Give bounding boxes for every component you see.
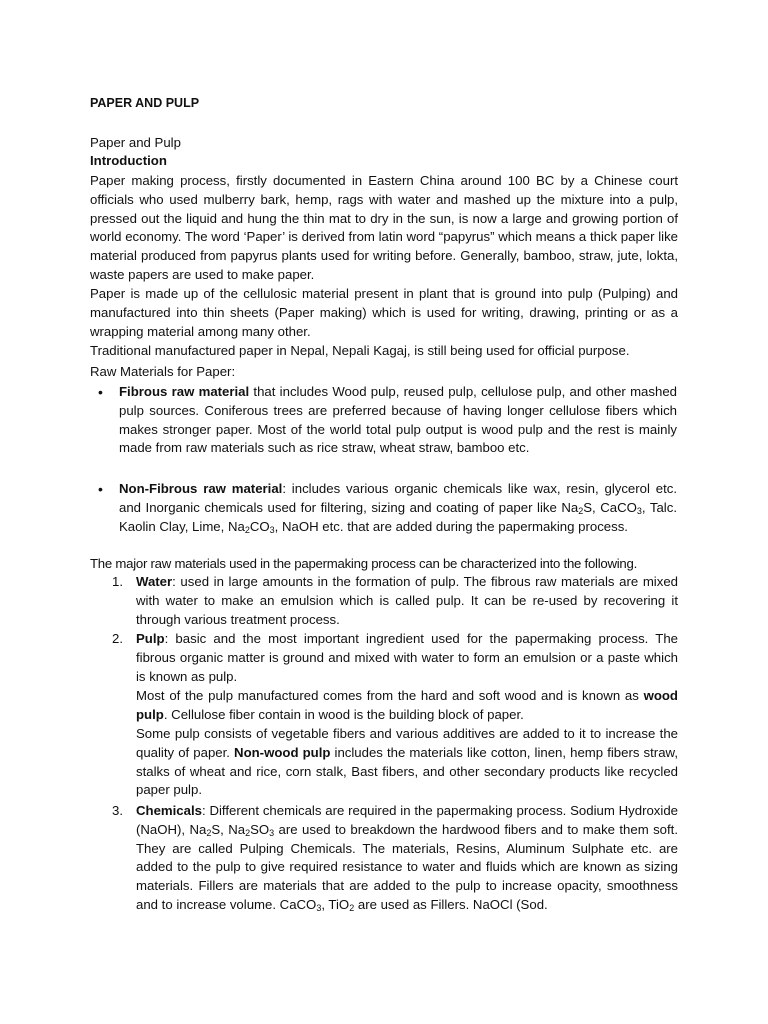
subscript: 2	[245, 827, 251, 838]
subscript: 2	[244, 524, 250, 535]
subscript: 3	[316, 902, 322, 913]
list-item-chemicals	[136, 802, 678, 915]
list-number: 1.	[112, 574, 123, 589]
bullet-term: Non-Fibrous raw material	[119, 481, 283, 496]
item-text: , TiO	[321, 896, 350, 912]
subtitle: Paper and Pulp	[90, 135, 181, 150]
subscript: 3	[269, 827, 275, 838]
item-term: Pulp	[136, 631, 165, 646]
bullet-marker: •	[98, 384, 103, 400]
bullet-text: CO	[249, 518, 270, 534]
bullet-text: , NaOH etc. that are added during the papermaking process.	[274, 518, 628, 534]
bullet-non-fibrous	[119, 480, 677, 536]
pulp-paragraph-3	[136, 725, 678, 800]
item-text: : Different chemicals are required in the papermaking process. Sodium Hydroxide (NaOH), Na	[136, 803, 678, 837]
introduction-heading: Introduction	[90, 153, 167, 168]
bullet-marker: •	[98, 481, 103, 497]
bullet-text: that includes Wood pulp, reused pulp, cellulose pulp, and other mashed pulp sources. Coniferous trees are preferred because of having longer cellulose fibers which makes stronger paper. Most of the world total pulp output is wood pulp and the rest is mainly made from raw materials such as rice straw, wheat straw, bamboo etc.	[119, 384, 677, 456]
bullet-term: Fibrous raw material	[119, 384, 250, 399]
subscript: 3	[269, 524, 275, 535]
item-term: Non-wood pulp	[234, 744, 331, 760]
document-title: PAPER AND PULP	[90, 96, 200, 110]
item-text: . Cellulose fiber contain in wood is the building block of paper.	[163, 706, 524, 722]
list-number: 3.	[112, 803, 123, 818]
subscript: 3	[636, 505, 642, 516]
bullet-text: , Talc. Kaolin Clay, Lime, Na	[119, 499, 677, 534]
subscript: 2	[349, 902, 355, 913]
item-text: SO	[250, 821, 270, 837]
item-text: Some pulp consists of vegetable fibers and various additives are added to it to increase the quality of paper.	[136, 726, 678, 760]
subscript: 2	[578, 505, 584, 516]
list-item-water	[136, 573, 678, 629]
item-text: : used in large amounts in the formation of pulp. The fibrous raw materials are mixed with water to make an emulsion which is called pulp. It can be re-used by recovering it through various treatment process.	[136, 574, 678, 627]
list-number: 2.	[112, 631, 123, 646]
item-text: : basic and the most important ingredient used for the papermaking process. The fibrous organic matter is ground and mixed with water to form an emulsion or a paste which is known as pulp.	[136, 631, 678, 684]
list-item-pulp	[136, 630, 678, 686]
item-text: are used to breakdown the hardwood fibers and to make them soft. They are called Pulping Chemicals. The materials, Resins, Aluminum Sulphate etc. are added to the pulp to give required resistance to water and fluids which are known as sizing materials. Fillers are materials that are added to the pulp to increase opacity, smoothness and to increase volume. CaCO	[136, 821, 679, 912]
item-term: wood pulp	[136, 688, 678, 722]
bullet-text: : includes various organic chemicals like wax, resin, glycerol etc. and Inorganic chemicals used for filtering, sizing and coating of paper like Na	[119, 481, 677, 515]
intro-paragraph-2: Paper is made up of the cellulosic material present in plant that is ground into pulp (Pulping) and manufactured into thin sheets (Paper making) which is used for writing, drawing, printing or as a wrapping material among many other.	[90, 286, 678, 339]
intro-paragraph-3: Traditional manufactured paper in Nepal, Nepali Kagaj, is still being used for official purpose.	[90, 343, 630, 358]
item-term: Water	[136, 574, 173, 589]
pulp-paragraph-2	[136, 687, 678, 725]
bullet-fibrous	[119, 383, 677, 458]
bullet-text: S, CaCO	[583, 499, 637, 515]
item-text: are used as Fillers. NaOCl (Sod.	[354, 896, 548, 912]
item-text: includes the materials like cotton, linen, hemp fibers straw, stalks of wheat and rice, corn stalk, Bast fibers, and other secondary products like recycled paper pulp.	[136, 744, 678, 798]
intro-paragraph-1: Paper making process, firstly documented in Eastern China around 100 BC by a Chinese court officials who used mulberry bark, hemp, rags with water and mashed up the mixture into a pulp, pressed out the liquid and hung the thin mat to dry in the sun, is now a large and growing portion of world economy. The word ‘Paper’ is derived from latin word “papyrus” which means a thick paper like material produced from papyrus plants used for writing before. Generally, bamboo, straw, jute, lokta, waste papers are used to make paper.	[90, 173, 678, 282]
subscript: 2	[206, 827, 212, 838]
item-text: Most of the pulp manufactured comes from the hard and soft wood and is known as	[136, 688, 644, 703]
item-term: Chemicals	[136, 803, 202, 818]
major-materials-intro: The major raw materials used in the papermaking process can be characterized into the following.	[90, 556, 638, 571]
raw-materials-heading: Raw Materials for Paper:	[90, 364, 236, 379]
item-text: S, Na	[211, 821, 246, 837]
